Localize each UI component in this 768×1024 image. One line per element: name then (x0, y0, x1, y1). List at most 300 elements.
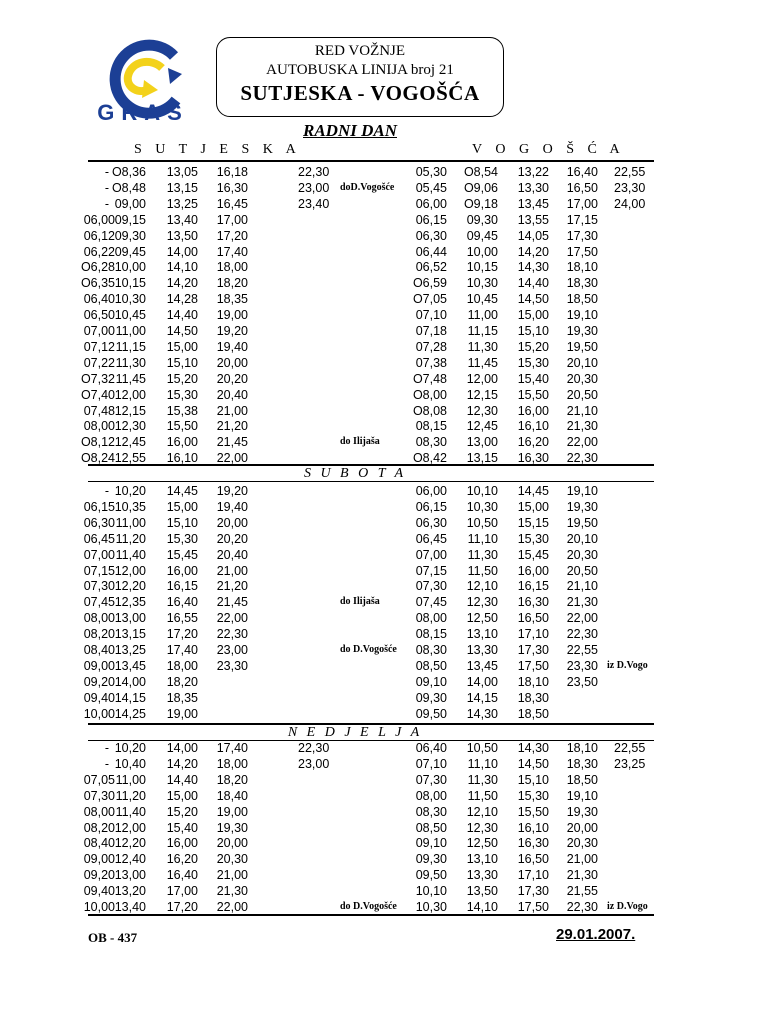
time-cell: 14,40 (166, 308, 198, 323)
time-cell: 13,30 (466, 643, 498, 657)
time-cell: 12,15 (114, 403, 146, 418)
time-cell: 14,00 (166, 244, 198, 259)
time-cell: 18,00 (216, 260, 248, 275)
time-cell: 15,10 (166, 515, 198, 530)
time-cell: 12,35 (114, 595, 146, 610)
time-cell: 16,30 (517, 836, 549, 851)
time-cell: 13,45 (466, 658, 498, 673)
time-cell: 19,10 (566, 788, 598, 803)
time-cell: 20,10 (566, 531, 598, 546)
time-cell: 06,45 (415, 531, 447, 546)
time-cell: 17,30 (517, 884, 549, 899)
time-cell: 23,00 (298, 756, 330, 771)
time-cell: 14,28 (166, 292, 198, 307)
time-cell: 09,20 (83, 868, 115, 883)
time-cell: O7,05 (412, 292, 447, 307)
time-cell: 06,15 (415, 212, 447, 227)
time-cell: 20,00 (216, 836, 248, 851)
time-cell: 11,00 (115, 515, 146, 530)
time-cell: 12,20 (114, 836, 146, 851)
time-cell: 21,00 (216, 868, 248, 883)
time-cell: 13,00 (114, 611, 146, 626)
time-cell: 12,50 (466, 611, 498, 626)
time-cell: 23,30 (566, 658, 598, 673)
time-cell: 06,45 (83, 531, 115, 546)
time-cell: 16,50 (517, 611, 549, 626)
time-cell: 23,25 (614, 756, 646, 771)
time-cell: 23,40 (298, 196, 330, 211)
direction-left: S U T J E S K A (134, 142, 301, 157)
time-cell: 16,30 (517, 595, 549, 610)
time-cell: 12,40 (114, 852, 146, 867)
time-cell: 05,30 (415, 165, 447, 179)
time-cell: 13,05 (166, 165, 198, 179)
time-cell: 13,15 (114, 627, 146, 642)
time-cell: 23,00 (298, 180, 330, 195)
time-cell: 20,20 (216, 531, 248, 546)
time-cell: 07,48 (83, 403, 115, 418)
time-cell: 12,20 (114, 579, 146, 594)
time-cell: 10,35 (114, 499, 146, 514)
time-cell: 07,45 (415, 595, 447, 610)
time-cell: 17,10 (517, 627, 549, 642)
time-cell: 15,20 (166, 371, 198, 386)
time-cell: 21,30 (566, 868, 598, 883)
time-cell: 10,10 (466, 484, 498, 498)
time-cell: O6,35 (80, 276, 115, 291)
time-cell: 10,00 (83, 900, 115, 914)
time-cell: 19,30 (566, 499, 598, 514)
time-cell: O8,24 (80, 451, 115, 466)
time-cell: 09,50 (415, 706, 447, 721)
time-cell: 20,30 (566, 836, 598, 851)
time-cell: 06,00 (415, 196, 447, 211)
time-cell: 09,10 (415, 836, 447, 851)
time-cell: 14,40 (166, 772, 198, 787)
time-cell: 20,50 (566, 563, 598, 578)
time-cell: 08,30 (415, 435, 447, 450)
time-cell: 15,00 (166, 339, 198, 354)
time-cell: 16,00 (166, 563, 198, 578)
time-cell: 15,50 (166, 419, 198, 434)
time-cell: 17,40 (166, 643, 198, 657)
time-cell: 13,30 (466, 868, 498, 883)
time-cell: 21,45 (216, 435, 248, 450)
time-cell: 11,30 (115, 355, 146, 370)
time-cell: 18,35 (166, 690, 198, 705)
time-cell: 12,30 (466, 403, 498, 418)
time-cell: 22,00 (566, 435, 598, 450)
time-cell: 12,55 (114, 451, 146, 466)
time-cell: 16,10 (166, 451, 198, 466)
time-cell: 14,20 (166, 756, 198, 771)
time-cell: 21,10 (566, 403, 598, 418)
time-cell: O8,42 (412, 451, 447, 466)
time-cell: 19,20 (216, 484, 248, 498)
time-cell: 08,50 (415, 658, 447, 673)
time-cell: 07,00 (83, 547, 115, 562)
time-cell: 19,10 (566, 308, 598, 323)
section-title-radni-dan: RADNI DAN (303, 121, 397, 140)
time-cell: 19,20 (216, 324, 248, 338)
time-cell: 11,10 (467, 531, 498, 546)
time-cell: 12,30 (114, 419, 146, 434)
time-cell: 15,30 (166, 387, 198, 402)
time-cell: 19,40 (216, 499, 248, 514)
time-cell: 23,30 (216, 658, 248, 673)
title-line-1: RED VOŽNJE (314, 43, 406, 59)
time-cell: - (104, 484, 110, 498)
time-cell: 22,30 (298, 741, 330, 755)
time-cell: 07,30 (415, 772, 447, 787)
time-cell: 07,10 (415, 756, 447, 771)
title-box (216, 37, 504, 117)
time-cell: 06,40 (83, 292, 115, 307)
time-cell: 18,30 (566, 276, 598, 291)
time-cell: 09,30 (415, 690, 447, 705)
time-cell: 06,15 (415, 499, 447, 514)
time-cell: 15,45 (166, 547, 198, 562)
time-cell: 16,10 (517, 820, 549, 835)
time-cell: 07,18 (415, 324, 447, 338)
time-cell: 12,10 (466, 579, 498, 594)
time-cell: 06,44 (415, 244, 447, 259)
time-cell: 07,15 (415, 563, 447, 578)
time-cell: 18,50 (517, 706, 549, 721)
time-cell: 14,30 (517, 741, 549, 755)
time-cell: - (104, 756, 110, 771)
time-cell: 14,40 (517, 276, 549, 291)
time-cell: 06,30 (415, 228, 447, 243)
time-cell: 07,30 (415, 579, 447, 594)
time-cell: 13,40 (166, 212, 198, 227)
time-cell: O9,18 (463, 196, 498, 211)
route-note: do D.Vogošće (340, 901, 397, 912)
time-cell: 14,20 (166, 276, 198, 291)
time-cell: 21,30 (566, 595, 598, 610)
time-cell: 06,00 (415, 484, 447, 498)
time-cell: 07,45 (83, 595, 115, 610)
time-cell: 17,10 (517, 868, 549, 883)
time-cell: 18,20 (216, 772, 248, 787)
time-cell: 10,20 (114, 741, 146, 755)
time-cell: 11,00 (467, 308, 498, 323)
section-title-subota: S U B O T A (303, 466, 407, 481)
time-cell: 20,30 (566, 371, 598, 386)
time-cell: 06,12 (83, 228, 115, 243)
time-cell: 14,30 (466, 706, 498, 721)
time-cell: 06,40 (415, 741, 447, 755)
time-cell: 14,15 (114, 690, 146, 705)
time-cell: 13,10 (466, 627, 498, 642)
time-cell: 13,15 (466, 451, 498, 466)
time-cell: 08,00 (83, 419, 115, 434)
time-cell: 20,50 (566, 387, 598, 402)
route-note: do D.Vogošće (340, 644, 397, 655)
time-cell: 20,30 (566, 547, 598, 562)
time-cell: 16,40 (166, 868, 198, 883)
time-cell: 21,20 (216, 579, 248, 594)
logo-text: GRAS (97, 100, 189, 125)
time-cell: 22,00 (566, 611, 598, 626)
time-cell: 17,20 (216, 228, 248, 243)
time-cell: O6,28 (80, 260, 115, 275)
time-cell: 22,30 (566, 900, 598, 914)
time-cell: 08,00 (83, 804, 115, 819)
time-cell: 06,30 (83, 515, 115, 530)
time-cell: 15,40 (517, 371, 549, 386)
time-cell: 13,10 (466, 852, 498, 867)
time-cell: O8,54 (463, 165, 498, 179)
time-cell: 08,30 (415, 804, 447, 819)
time-cell: 11,50 (467, 563, 498, 578)
time-cell: 18,30 (566, 756, 598, 771)
time-cell: 08,15 (415, 627, 447, 642)
time-cell: 07,05 (83, 772, 115, 787)
time-cell: 14,05 (517, 228, 549, 243)
time-cell: 14,00 (166, 741, 198, 755)
time-cell: 19,30 (566, 804, 598, 819)
time-cell: O6,59 (412, 276, 447, 291)
time-cell: 09,40 (83, 884, 115, 899)
time-cell: 07,10 (415, 308, 447, 323)
time-cell: 15,00 (166, 499, 198, 514)
time-cell: 16,20 (166, 852, 198, 867)
time-cell: 11,30 (467, 772, 498, 787)
time-cell: 17,50 (566, 244, 598, 259)
time-cell: 10,15 (466, 260, 498, 275)
time-cell: 12,15 (466, 387, 498, 402)
time-cell: 09,00 (83, 852, 115, 867)
time-cell: 12,30 (466, 820, 498, 835)
time-cell: 09,30 (415, 852, 447, 867)
time-cell: 07,00 (415, 547, 447, 562)
time-cell: 20,00 (216, 515, 248, 530)
time-cell: 23,30 (614, 180, 646, 195)
time-cell: O8,12 (80, 435, 115, 450)
time-cell: 15,30 (517, 788, 549, 803)
divider (88, 160, 654, 162)
time-cell: 10,30 (466, 499, 498, 514)
time-cell: 13,00 (114, 868, 146, 883)
time-cell: 22,55 (566, 643, 598, 657)
time-cell: 05,45 (415, 180, 447, 195)
time-cell: 10,45 (114, 308, 146, 323)
time-cell: 15,30 (166, 531, 198, 546)
time-cell: 10,30 (114, 292, 146, 307)
time-cell: 22,30 (298, 165, 330, 179)
time-cell: - (104, 180, 110, 195)
time-cell: 18,10 (517, 674, 549, 689)
time-cell: 16,00 (166, 836, 198, 851)
time-cell: 09,00 (114, 196, 146, 211)
time-cell: 13,22 (517, 165, 549, 179)
time-cell: 13,00 (466, 435, 498, 450)
time-cell: 06,30 (415, 515, 447, 530)
time-cell: 10,00 (83, 706, 115, 721)
time-cell: 07,30 (83, 579, 115, 594)
time-cell: 15,10 (166, 355, 198, 370)
time-cell: 10,50 (466, 741, 498, 755)
time-cell: 06,00 (83, 212, 115, 227)
time-cell: 10,10 (415, 884, 447, 899)
time-cell: 16,45 (216, 196, 248, 211)
time-cell: 23,00 (216, 643, 248, 657)
time-cell: 18,35 (216, 292, 248, 307)
time-cell: 18,00 (166, 658, 198, 673)
time-cell: 13,45 (114, 658, 146, 673)
time-cell: 07,00 (83, 324, 115, 338)
time-cell: 14,00 (114, 674, 146, 689)
time-cell: 15,10 (517, 772, 549, 787)
time-cell: 17,40 (216, 741, 248, 755)
time-cell: 09,40 (83, 690, 115, 705)
time-cell: 15,00 (517, 308, 549, 323)
time-cell: 17,00 (166, 884, 198, 899)
time-cell: 12,50 (466, 836, 498, 851)
time-cell: 12,45 (466, 419, 498, 434)
time-cell: 08,00 (83, 611, 115, 626)
time-cell: 21,00 (566, 852, 598, 867)
time-cell: 08,30 (415, 643, 447, 657)
time-cell: 16,40 (566, 165, 598, 179)
time-cell: 24,00 (614, 196, 646, 211)
time-cell: 13,45 (517, 196, 549, 211)
time-cell: 20,30 (216, 852, 248, 867)
time-cell: 18,40 (216, 788, 248, 803)
time-cell: 13,55 (517, 212, 549, 227)
time-cell: 13,50 (466, 884, 498, 899)
time-cell: 17,50 (517, 658, 549, 673)
time-cell: 22,55 (614, 165, 646, 179)
time-cell: 16,50 (517, 852, 549, 867)
time-cell: 16,15 (166, 579, 198, 594)
time-cell: 20,00 (566, 820, 598, 835)
time-cell: 08,20 (83, 820, 115, 835)
time-cell: 08,00 (415, 611, 447, 626)
time-cell: 12,00 (466, 371, 498, 386)
time-cell: 16,18 (216, 165, 248, 179)
time-cell: 17,00 (216, 212, 248, 227)
time-cell: 12,45 (114, 435, 146, 450)
time-cell: 15,30 (517, 531, 549, 546)
time-cell: 18,00 (216, 756, 248, 771)
time-cell: 21,30 (216, 884, 248, 899)
time-cell: 09,45 (114, 244, 146, 259)
time-cell: 06,52 (415, 260, 447, 275)
time-cell: 21,30 (566, 419, 598, 434)
time-cell: 08,40 (83, 643, 115, 657)
time-cell: O7,32 (80, 371, 115, 386)
time-cell: 12,00 (114, 563, 146, 578)
time-cell: 08,20 (83, 627, 115, 642)
section-title-nedjelja: N E D J E L J A (287, 725, 423, 740)
time-cell: 08,00 (415, 788, 447, 803)
time-cell: 16,00 (517, 563, 549, 578)
time-cell: 19,30 (216, 820, 248, 835)
time-cell: 22,30 (216, 627, 248, 642)
time-cell: 15,00 (166, 788, 198, 803)
time-cell: 10,00 (114, 260, 146, 275)
title-line-3: SUTJESKA - VOGOŠĆA (240, 81, 480, 105)
time-cell: 10,00 (466, 244, 498, 259)
time-cell: 16,55 (166, 611, 198, 626)
route-note: iz D.Vogo (607, 659, 648, 671)
time-cell: 18,50 (566, 292, 598, 307)
time-cell: 10,20 (114, 484, 146, 498)
time-cell: 07,22 (83, 355, 115, 370)
time-cell: 14,50 (517, 292, 549, 307)
time-cell: 14,10 (166, 260, 198, 275)
time-cell: 11,40 (115, 804, 146, 819)
time-cell: 07,15 (83, 563, 115, 578)
time-cell: - (104, 196, 110, 211)
time-cell: 11,40 (115, 547, 146, 562)
time-cell: O7,48 (412, 371, 447, 386)
time-cell: 17,20 (166, 900, 198, 914)
time-cell: 09,30 (466, 212, 498, 227)
time-cell: 22,00 (216, 900, 248, 914)
time-cell: 13,25 (166, 196, 198, 211)
time-cell: 10,30 (415, 900, 447, 914)
time-cell: 06,22 (83, 244, 115, 259)
time-cell: 21,45 (216, 595, 248, 610)
time-cell: 09,30 (114, 228, 146, 243)
time-cell: 22,00 (216, 451, 248, 466)
time-cell: 12,00 (114, 820, 146, 835)
time-cell: 14,10 (466, 900, 498, 914)
time-cell: 15,50 (517, 387, 549, 402)
time-cell: 20,40 (216, 387, 248, 402)
time-cell: 16,10 (517, 419, 549, 434)
time-cell: 22,30 (566, 451, 598, 466)
time-cell: 16,50 (566, 180, 598, 195)
time-cell: 14,30 (517, 260, 549, 275)
time-cell: 17,00 (566, 196, 598, 211)
time-cell: 19,50 (566, 339, 598, 354)
time-cell: 19,00 (216, 308, 248, 323)
time-cell: 06,15 (83, 499, 115, 514)
time-cell: 18,10 (566, 741, 598, 755)
time-cell: O9,06 (463, 180, 498, 195)
time-cell: 11,45 (115, 371, 146, 386)
time-cell: 16,30 (517, 451, 549, 466)
time-cell: 21,10 (566, 579, 598, 594)
time-cell: 20,10 (566, 355, 598, 370)
time-cell: 07,30 (83, 788, 115, 803)
time-cell: 16,15 (517, 579, 549, 594)
time-cell: 11,20 (115, 788, 146, 803)
time-cell: 14,15 (466, 690, 498, 705)
time-cell: 19,30 (566, 324, 598, 338)
time-cell: 13,15 (166, 180, 198, 195)
time-cell: 09,50 (415, 868, 447, 883)
time-cell: 11,15 (115, 339, 146, 354)
time-cell: 20,20 (216, 371, 248, 386)
time-cell: 14,45 (166, 484, 198, 498)
time-cell: O7,40 (80, 387, 115, 402)
time-cell: 12,00 (114, 387, 146, 402)
time-cell: 15,30 (517, 355, 549, 370)
time-cell: 14,50 (166, 324, 198, 338)
time-cell: 08,50 (415, 820, 447, 835)
time-cell: 18,30 (517, 690, 549, 705)
time-cell: - (104, 165, 110, 179)
time-cell: 17,20 (166, 627, 198, 642)
route-note: do Ilijaša (340, 436, 380, 448)
time-cell: 15,50 (517, 804, 549, 819)
time-cell: 09,00 (83, 658, 115, 673)
